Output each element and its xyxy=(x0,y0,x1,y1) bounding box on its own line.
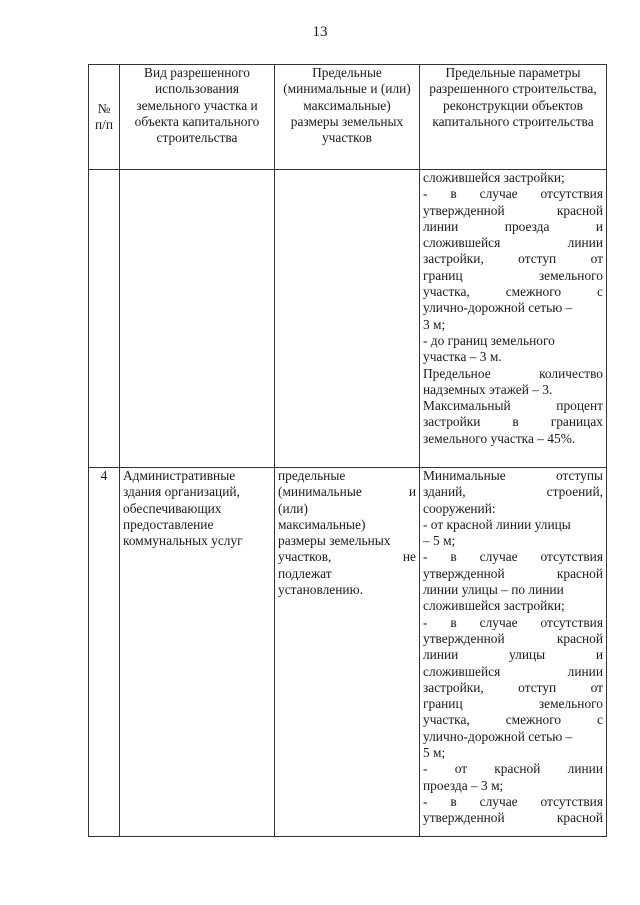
text-line: улично-дорожной сетью – xyxy=(423,300,573,316)
text-line: коммунальных услуг xyxy=(123,533,243,549)
text-line: участка, смежного с xyxy=(423,712,603,728)
text-line: утвержденной красной xyxy=(423,810,603,826)
text-line: 3 м; xyxy=(423,316,446,332)
text-line: размеры земельных xyxy=(278,533,391,549)
text-line: участка, смежного с xyxy=(423,284,603,300)
text-line: подлежат xyxy=(278,565,332,581)
header-plot-sizes: Предельные (минимальные и (или) максимальные) размеры земельных участков xyxy=(275,65,420,170)
cell-number: 4 xyxy=(89,468,120,837)
text-line: границ земельного xyxy=(423,696,603,712)
text-line: максимальные) xyxy=(278,516,366,532)
text-line: сложившейся линии xyxy=(423,235,603,251)
text-line: - в случае отсутствия xyxy=(423,549,603,565)
text-line: надземных этажей – 3. xyxy=(423,381,553,397)
text-line: зданий, строений, xyxy=(423,484,603,500)
page-number: 13 xyxy=(312,24,328,40)
text-line: линии улицы – по линии xyxy=(423,582,564,598)
text-line: - в случае отсутствия xyxy=(423,614,603,630)
text-line: застройки, отступ от xyxy=(423,251,603,267)
text-line: линии улицы и xyxy=(423,647,603,663)
cell-use-type-empty xyxy=(120,170,275,468)
text-line: сложившейся застройки; xyxy=(423,598,565,614)
regulations-table xyxy=(88,64,607,837)
text-line: участка – 3 м. xyxy=(423,349,502,365)
text-line: участков, не xyxy=(278,549,416,565)
text-line: предоставление xyxy=(123,516,214,532)
text-line: предельные xyxy=(278,468,346,483)
text-line: Предельное количество xyxy=(423,365,603,381)
text-line: (или) xyxy=(278,500,308,516)
cell-number-empty xyxy=(89,170,120,468)
text-line: Административные xyxy=(123,468,236,483)
text-line: утвержденной красной xyxy=(423,202,603,218)
table-header-row xyxy=(89,65,607,170)
text-line: сложившейся застройки; xyxy=(423,170,565,185)
text-line: Минимальные отступы xyxy=(423,468,603,483)
header-number: № п/п xyxy=(89,65,120,170)
header-building-params: Предельные параметры разрешенного строительства, реконструкции объектов капитального строительства xyxy=(420,65,607,170)
cell-building-params xyxy=(420,468,607,837)
text-line: 5 м; xyxy=(423,745,446,761)
text-line: установлению. xyxy=(278,582,363,598)
cell-use-type xyxy=(120,468,275,837)
text-line: (минимальные и xyxy=(278,484,416,500)
text-line: сложившейся линии xyxy=(423,663,603,679)
cell-params-continued xyxy=(420,170,607,468)
header-use-type: Вид разрешенного использования земельного участка и объекта капитального строительства xyxy=(120,65,275,170)
table-row-4 xyxy=(89,468,607,837)
cell-sizes-empty xyxy=(275,170,420,468)
text-line: линии проезда и xyxy=(423,218,603,234)
text-line: застройки в границах xyxy=(423,414,603,430)
text-line: здания организаций, xyxy=(123,484,240,500)
text-line: утвержденной красной xyxy=(423,565,603,581)
text-line: обеспечивающих xyxy=(123,500,222,516)
text-line: - до границ земельного xyxy=(423,332,555,348)
text-line: – 5 м; xyxy=(423,533,456,549)
text-line: проезда – 3 м; xyxy=(423,777,504,793)
text-line: - от красной линии улицы xyxy=(423,516,571,532)
text-line: застройки, отступ от xyxy=(423,679,603,695)
text-line: - от красной линии xyxy=(423,761,603,777)
text-line: сооружений: xyxy=(423,500,496,516)
text-line: утвержденной красной xyxy=(423,630,603,646)
text-line: улично-дорожной сетью – xyxy=(423,728,573,744)
text-line: Максимальный процент xyxy=(423,398,603,414)
text-line: - в случае отсутствия xyxy=(423,793,603,809)
text-line: границ земельного xyxy=(423,267,603,283)
text-line: - в случае отсутствия xyxy=(423,186,603,202)
table-row-continued xyxy=(89,170,607,468)
text-line: земельного участка – 45%. xyxy=(423,430,576,446)
cell-plot-sizes xyxy=(275,468,420,837)
